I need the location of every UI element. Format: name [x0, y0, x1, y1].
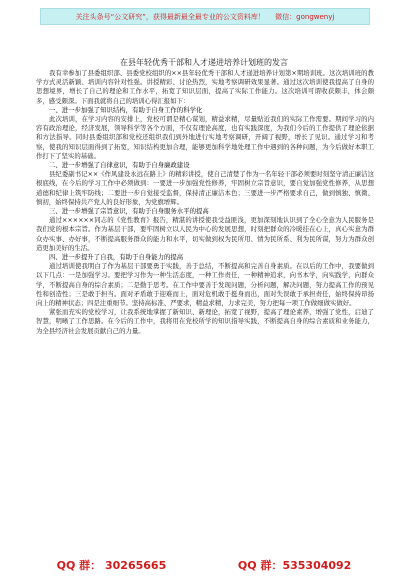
section-heading-3: 三、进一步增强了宗旨意识，有助于自身服务水平的提高 [49, 207, 209, 216]
section-heading-2: 二、进一步增强了自律意识，有助于自身廉政建设 [49, 161, 190, 170]
promo-banner[interactable] [40, 8, 370, 25]
section-paragraph-4: 通过培训使我明白了作为基层干部要勇于实践，善于总结，不断提高和完善自身素质。在以后的工作中，我要做到以下几点：一是加强学习。要把学习作为一种生活态度，一种工作责任，一种精神追求，向书本学，向实践学，向群众学，不断提高自身的综合素质；二是勤于思考。在工作中要善于发现问题，分析问题，解决问题，努力提高工作的预见性和创造性；三是敢于担当。面对矛盾敢于迎难而上，面对危机敢于挺身而出，面对失误敢于承担责任，始终保持昂扬向上的精神状态；四是注重细节。坚持高标准、严要求，精益求精，力求完美，努力把每一项工作做细做实做好。 [36, 262, 374, 308]
banner-wechat: 微信：gongwenyj [275, 12, 335, 21]
banner-separator [269, 13, 271, 21]
footer-qq-group-1: QQ 群： 30265665 [56, 559, 167, 572]
document-body [36, 69, 374, 547]
section-heading-1: 一、进一步加强了知识结构，有助于自身工作的科学化 [49, 105, 203, 114]
section-paragraph-2: 县纪委副书记××《作风建设永远在路上》的精彩讲授，使自己清楚了作为一名年轻干部必须要时刻坚守清正廉洁这根底线，在今后的学习工作中必须做到：一要进一步加强党性修养，牢固树立宗旨意识，要自觉加强党性修养，从思想道德和纪律上筑牢防线；二要进一步自觉接受监督，保持清正廉洁本色；三要进一步严格要求自己，做到慎独、慎微、慎初，始终保持共产党人的良好形象，为党旗增辉。 [36, 170, 374, 206]
section-paragraph-3: 通过××××××同志的《党性教育》报告，精湛的讲授使我受益匪浅，更加深刻地认识到了全心全意为人民服务是我们党的根本宗旨。作为基层干部，要牢固树立以人民为中心的发展思想，时刻把群众的冷暖挂在心上，真心实意为群众办实事、办好事，不断提高服务群众的能力和水平，切实做到权为民所用、情为民所系、利为民所谋，努力为群众创造更加美好的生活。 [36, 216, 374, 252]
footer-qq-group-2: QQ 群：535304092 [237, 559, 352, 572]
closing-paragraph: 紧张而充实的党校学习，让我系统地掌握了新知识、新理论，拓宽了视野，提高了理论素养，增强了党性，启迪了智慧，明晰了工作思路。在今后的工作中，我将用在党校所学的知识指导实践，不断提高自身的综合素质和业务能力，为全县经济社会发展贡献自己的力量。 [36, 308, 374, 335]
intro-paragraph: 我有幸参加了县委组织部、县委党校组织的××县年轻优秀干部和人才递进培养计划第×期培训班。这次培训班的教学方式灵活新颖、培训内容针对性强。讲授精彩、讨论热烈，实地考察调研效果显著。通过这次培训使我提高了自身的思想境界，增长了自己的理论和工作水平，拓宽了知识层面，提高了实际工作能力。这次培训可谓收获颇丰，体会颇多，感受颇深。下面我就将自己的培训心得汇报如下： [36, 69, 374, 105]
section-paragraph-1: 此次培训，在学习内容的安排上，党校可谓是精心谋划，精益求精，尽量贴近我们的实际工作需要。期间学习的内容有政治理论，经济发展，领导科学等各个方面，不仅有理论高度，也有实践深度，为我们今后的工作提供了理论依据和方法指导。同时县委组织部和党校还组织我们到外地进行实地考察调研，开阔了视野，增长了见识。通过学习和考察，使我的知识层面得到了拓宽，知识结构更加合理，能够更加科学地处理工作中遇到的各种问题，为今后做好本职工作打下了坚实的基础。 [36, 115, 374, 160]
footer-contact [0, 557, 408, 573]
document-title: 在县年轻优秀干部和人才递进培养计划班的发言 [120, 58, 288, 67]
section-heading-4: 四、进一步提升了自我，有助于自身能力的提高 [49, 253, 184, 262]
banner-text: 关注头条号“公文研究”，获得最新最全最专业的公文资料库！ [75, 12, 265, 21]
